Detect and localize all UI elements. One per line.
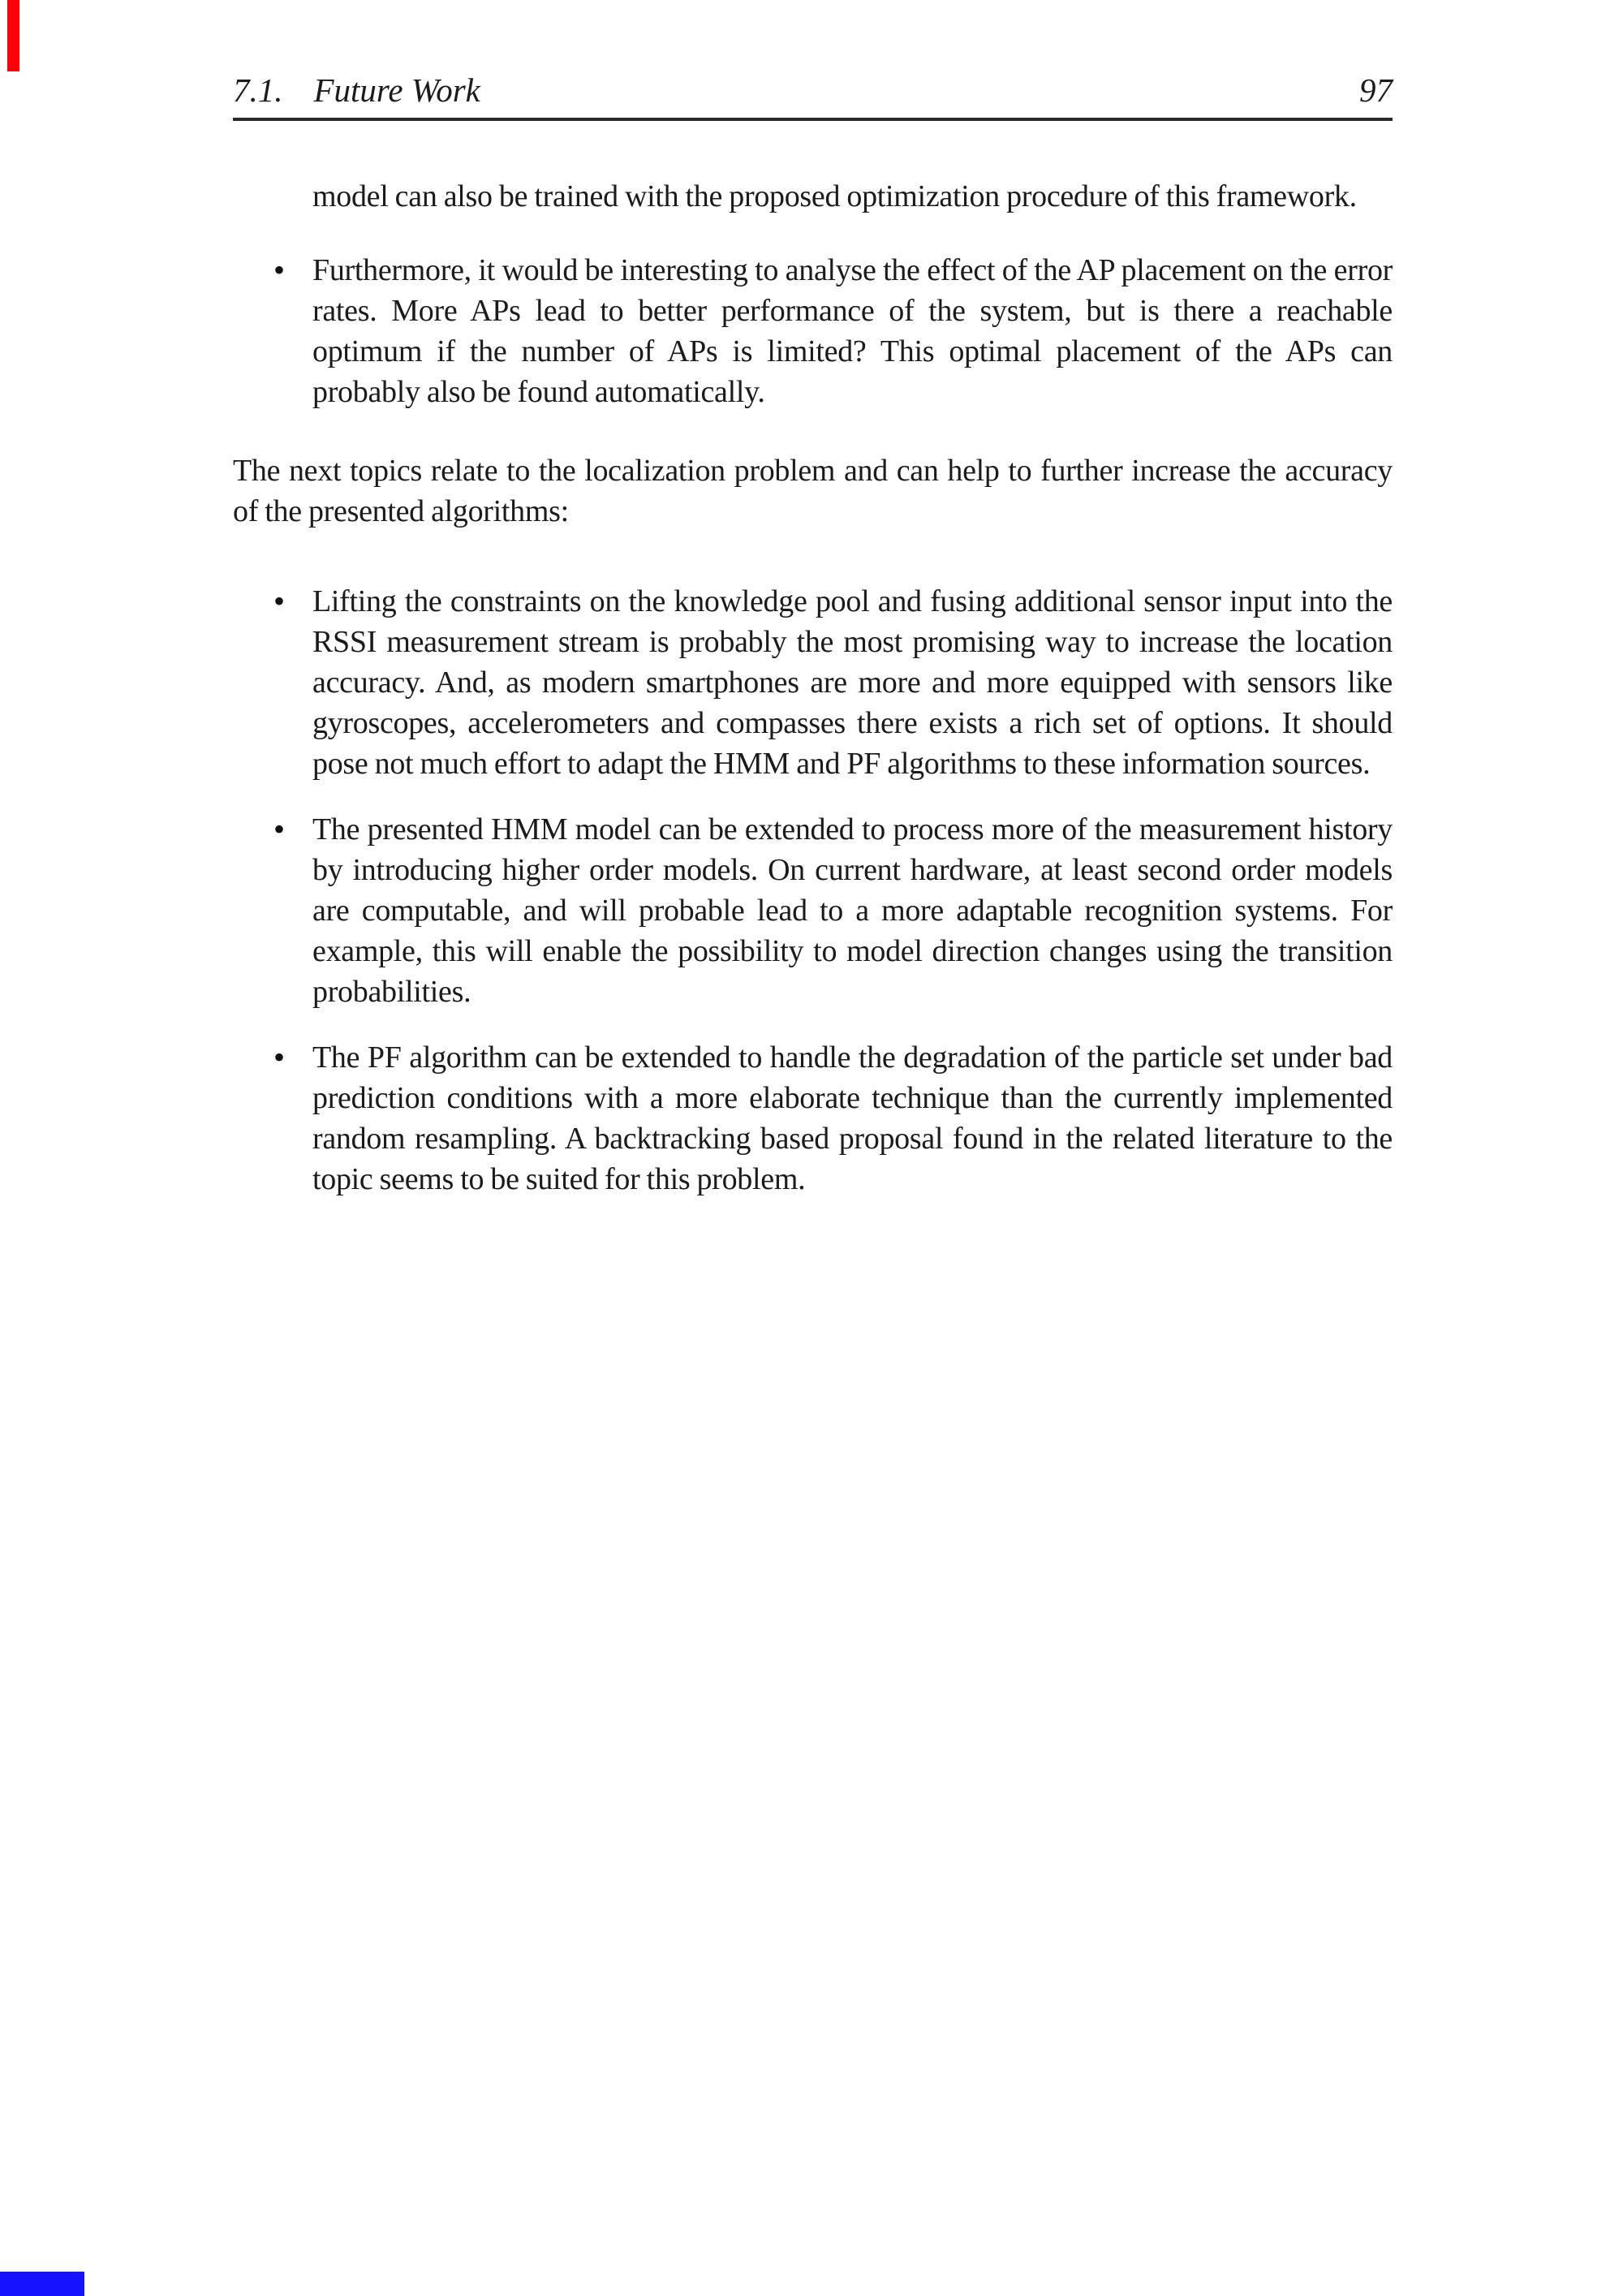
list-item-sensor-fusion: • Lifting the constraints on the knowledge pool and fusing additional sensor input into the RSSI measurement stream is probably the most promising way to increase the location accuracy. And, as modern smartphones are more and more equipped with sensors like gyroscopes, accelerometers and compasses there exists a rich set of options. It should pose not much effort to adapt the HMM and PF algorithms to these information sources. (312, 581, 1393, 784)
intro-paragraph: The next topics relate to the localization problem and can help to further increase the accuracy of the presented algorithms: (233, 454, 1393, 528)
header-rule (233, 118, 1393, 121)
header-section (233, 70, 480, 110)
text-block (233, 0, 1393, 1200)
header-section-number: 7.1. (233, 71, 283, 109)
page-number: 97 (1359, 71, 1393, 109)
list-item-ap-placement: • Furthermore, it would be interesting to analyse the effect of the AP placement on the error rates. More APs lead to better performance of the system, but is there a reachable optimum if the number of APs is limited? This optimal placement of the APs can probably also be found automatically. (312, 250, 1393, 412)
list-item-pf-degradation: • The PF algorithm can be extended to handle the degradation of the particle set under bad prediction conditions with a more elaborate technique than the currently implemented random resampling. A backtracking based proposal found in the related literature to the topic seems to be suited for this problem. (312, 1037, 1393, 1200)
list-item-hmm-higher-order: • The presented HMM model can be extended to process more of the measurement history by introducing higher order models. On current hardware, at least second order models are computable, and will probable lead to a more adaptable recognition systems. For example, this will enable the possibility to model direction changes using the transition probabilities. (312, 809, 1393, 1012)
blue-edge-marker (0, 2272, 84, 2296)
continuation-paragraph: model can also be trained with the proposed optimization procedure of this framework. (312, 179, 1357, 213)
bullet-list-top (312, 250, 1393, 412)
red-edge-marker (7, 0, 19, 71)
page-header (233, 70, 1393, 110)
bullet-list-main (312, 581, 1393, 1200)
header-section-title: Future Work (313, 71, 480, 109)
